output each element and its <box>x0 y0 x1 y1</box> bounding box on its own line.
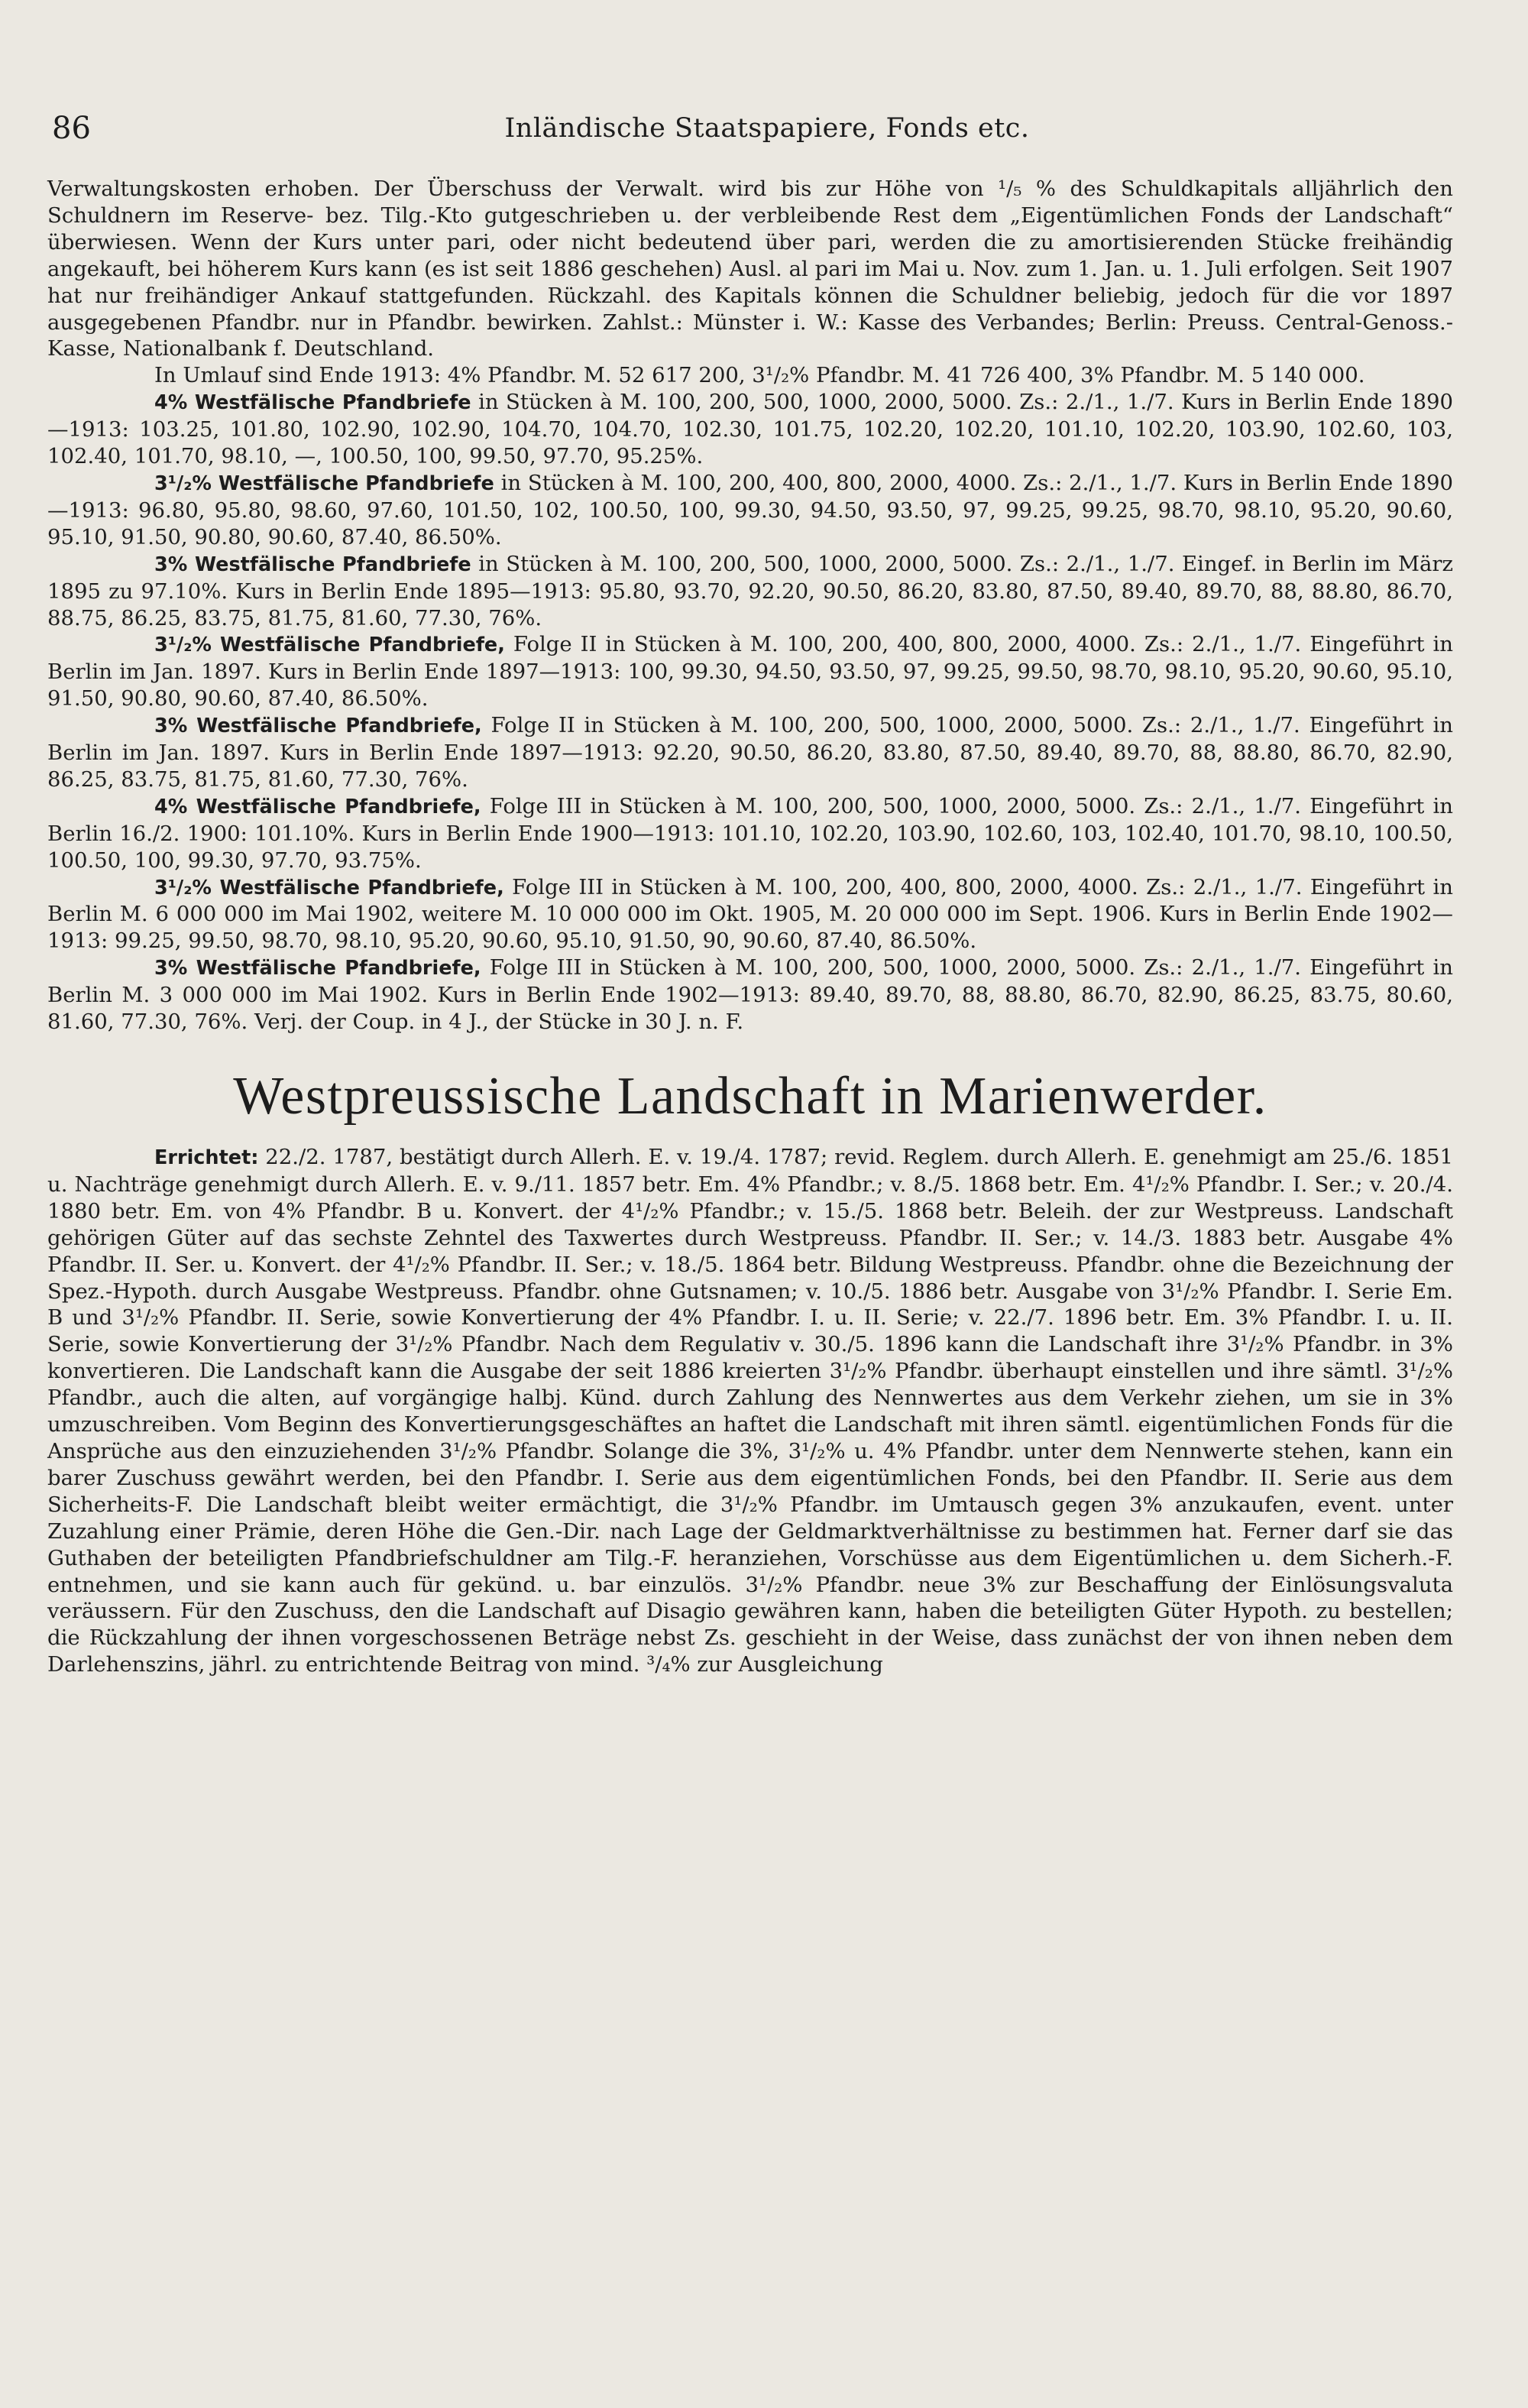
entry-3pct-pfandbriefe <box>47 551 1453 632</box>
page-number: 86 <box>52 111 91 146</box>
paragraph-text: 22./2. 1787, bestätigt durch Allerh. E. v. 19./4. 1787; revid. Reglem. durch Allerh. E. genehmigt am 25./6. 1851 u. Nachträge genehmigt durch Allerh. E. v. 9./11. 1857 betr. Em. 4% Pfandbr.; v. 8./5. 1868 betr. Em. 4¹/₂% Pfandbr. I. Ser.; v. 20./4. 1880 betr. Em. von 4% Pfandbr. B u. Konvert. der 4¹/₂% Pfandbr.; v. 15./5. 1868 betr. Beleih. der zur Westpreuss. Landschaft gehörigen Güter auf das sechste Zehntel des Taxwertes durch Westpreuss. Pfandbr. II. Ser.; v. 14./3. 1883 betr. Ausgabe 4% Pfandbr. II. Ser. u. Konvert. der 4¹/₂% Pfandbr. II. Ser.; v. 18./5. 1864 betr. Bildung Westpreuss. Pfandbr. ohne die Bezeichnung der Spez.-Hypoth. durch Ausgabe Westpreuss. Pfandbr. ohne Gutsnamen; v. 10./5. 1886 betr. Ausgabe von 3¹/₂% Pfandbr. I. Serie Em. B und 3¹/₂% Pfandbr. II. Serie, sowie Konvertierung der 4% Pfandbr. I. u. II. Serie; v. 22./7. 1896 betr. Em. 3% Pfandbr. I. u. II. Serie, sowie Konvertierung der 3¹/₂% Pfandbr. Nach dem Regulativ v. 30./5. 1896 kann die Landschaft ihre 3¹/₂% Pfandbr. in 3% konvertieren. Die Landschaft kann die Ausgabe der seit 1886 kreierten 3¹/₂% Pfandbr. überhaupt einstellen und ihre sämtl. 3¹/₂% Pfandbr., auch die alten, auf vorgängige halbj. Künd. durch Zahlung des Nennwertes aus dem Verkehr ziehen, um sie in 3% umzuschreiben. Vom Beginn des Konvertierungsgeschäftes an haftet die Landschaft mit ihren sämtl. eigentümlichen Fonds für die Ansprüche aus den einzuziehenden 3¹/₂% Pfandbr. Solange die 3%, 3¹/₂% u. 4% Pfandbr. unter dem Nennwerte stehen, kann ein barer Zuschuss gewährt werden, bei den Pfandbr. I. Serie aus dem eigentümlichen Fonds, bei den Pfandbr. II. Serie aus dem Sicherheits-F. Die Landschaft bleibt weiter ermächtigt, die 3¹/₂% Pfandbr. im Umtausch gegen 3% anzukaufen, event. unter Zuzahlung einer Prämie, deren Höhe die Gen.-Dir. nach Lage der Geldmarktverhältnisse zu bestimmen hat. Ferner darf sie das Guthaben der beteiligten Pfandbriefschuldner am Tilg.-F. heranziehen, Vorschüsse aus dem Eigentümlichen u. dem Sicherh.-F. entnehmen, und sie kann auch für gekünd. u. bar einzulös. 3¹/₂% Pfandbr. neue 3% zur Beschaffung der Einlösungsvaluta veräussern. Für den Zuschuss, den die Landschaft auf Disagio gewähren kann, haben die beteiligten Güter Hypoth. zu bestellen; die Rückzahlung der ihnen vorgeschossenen Beträge nebst Zs. geschieht in der Weise, dass zunächst der von ihnen neben dem Darlehenszins, jährl. zu entrichtende Beitrag von mind. ³/₄% zur Ausgleichung <box>47 1145 1453 1677</box>
page-body <box>47 176 1453 1678</box>
entry-text: in Stücken à M. 100, 200, 400, 800, 2000, 4000. Zs.: 2./1., 1./7. Kurs in Berlin Ende 1890—1913: 96.80, 95.80, 98.60, 97.60, 101.50, 102, 100.50, 100, 99.30, 94.50, 93.50, 97, 99.25, 99.25, 98.70, 98.10, 95.20, 90.60, 95.10, 91.50, 90.80, 90.60, 87.40, 86.50%. <box>47 470 1453 549</box>
entry-3-5pct-pfandbriefe <box>47 470 1453 551</box>
entry-3pct-folge-2 <box>47 712 1453 793</box>
paragraph-errichtet <box>47 1144 1453 1678</box>
section-heading: Westpreussische Landschaft in Marienwerder. <box>233 1067 1267 1126</box>
entry-title: 3% Westfälische Pfandbriefe, <box>154 957 481 980</box>
entry-text: in Stücken à M. 100, 200, 500, 1000, 2000, 5000. Zs.: 2./1., 1./7. Kurs in Berlin Ende 1890—1913: 103.25, 101.80, 102.90, 102.90, 104.70, 104.70, 102.30, 101.75, 102.20, 102.20, 101.10, 102.20, 103.90, 102.60, 103, 102.40, 101.70, 98.10, —, 100.50, 100, 99.50, 97.70, 95.25%. <box>47 390 1453 469</box>
entry-text: Folge III in Stücken à M. 100, 200, 500, 1000, 2000, 5000. Zs.: 2./1., 1./7. Eingeführt in Berlin M. 3 000 000 im Mai 1902. Kurs in Berlin Ende 1902—1913: 89.40, 89.70, 88, 88.80, 86.70, 82.90, 86.25, 83.75, 80.60, 81.60, 77.30, 76%. Verj. der Coup. in 4 J., der Stücke in 30 J. n. F. <box>47 955 1453 1035</box>
paragraph-umlauf: In Umlauf sind Ende 1913: 4% Pfandbr. M. 52 617 200, 3¹/₂% Pfandbr. M. 41 726 400, 3% Pfandbr. M. 5 140 000. <box>154 363 1365 388</box>
entry-title: 3¹/₂% Westfälische Pfandbriefe, <box>154 876 504 899</box>
entry-title: 4% Westfälische Pfandbriefe, <box>154 795 481 818</box>
entry-3-5pct-folge-2 <box>47 631 1453 712</box>
paragraph-verwaltungskosten: Verwaltungskosten erhoben. Der Überschuss der Verwalt. wird bis zur Höhe von ¹/₅ % des Schuldkapitals alljährlich den Schuldnern im Reserve- bez. Tilg.-Kto gutgeschrieben u. der verbleibende Rest dem „Eigentümlichen Fonds der Landschaft“ überwiesen. Wenn der Kurs unter pari, oder nicht bedeutend über pari, werden die zu amortisierenden Stücke freihändig angekauft, bei höherem Kurs kann (es ist seit 1886 geschehen) Ausl. al pari im Mai u. Nov. zum 1. Jan. u. 1. Juli erfolgen. Seit 1907 hat nur freihändiger Ankauf stattgefunden. Rückzahl. des Kapitals können die Schuldner beliebig, jedoch für die vor 1897 ausgegebenen Pfandbr. nur in Pfandbr. bewirken. Zahlst.: Münster i. W.: Kasse des Verbandes; Berlin: Preuss. Central-Genoss.-Kasse, Nationalbank f. Deutschland. <box>47 177 1453 361</box>
entry-text: Folge III in Stücken à M. 100, 200, 500, 1000, 2000, 5000. Zs.: 2./1., 1./7. Eingeführt in Berlin 16./2. 1900: 101.10%. Kurs in Berlin Ende 1900—1913: 101.10, 102.20, 103.90, 102.60, 103, 102.40, 101.70, 98.10, 100.50, 100.50, 100, 99.30, 97.70, 93.75%. <box>47 793 1453 873</box>
entry-text: Folge II in Stücken à M. 100, 200, 400, 800, 2000, 4000. Zs.: 2./1., 1./7. Eingeführt in Berlin im Jan. 1897. Kurs in Berlin Ende 1897—1913: 100, 99.30, 94.50, 93.50, 97, 99.25, 99.50, 98.70, 98.10, 95.20, 90.60, 95.10, 91.50, 90.80, 90.60, 87.40, 86.50%. <box>47 632 1453 711</box>
entry-4pct-folge-3 <box>47 793 1453 874</box>
entry-text: Folge II in Stücken à M. 100, 200, 500, 1000, 2000, 5000. Zs.: 2./1., 1./7. Eingeführt in Berlin im Jan. 1897. Kurs in Berlin Ende 1897—1913: 92.20, 90.50, 86.20, 83.80, 87.50, 89.40, 89.70, 88, 88.80, 86.70, 82.90, 86.25, 83.75, 81.75, 81.60, 77.30, 76%. <box>47 713 1453 792</box>
paragraph-label: Errichtet: <box>154 1146 259 1169</box>
entry-title: 3¹/₂% Westfälische Pfandbriefe <box>154 472 494 495</box>
entry-text: Folge III in Stücken à M. 100, 200, 400, 800, 2000, 4000. Zs.: 2./1., 1./7. Eingeführt in Berlin M. 6 000 000 im Mai 1902, weitere M. 10 000 000 im Okt. 1905, M. 20 000 000 im Sept. 1906. Kurs in Berlin Ende 1902—1913: 99.25, 99.50, 98.70, 98.10, 95.20, 90.60, 95.10, 91.50, 90, 90.60, 87.40, 86.50%. <box>47 874 1453 954</box>
running-head: Inländische Staatspapiere, Fonds etc. <box>504 113 1030 144</box>
entry-title: 3% Westfälische Pfandbriefe, <box>154 715 482 738</box>
entry-4pct-pfandbriefe <box>47 389 1453 470</box>
entry-title: 3¹/₂% Westfälische Pfandbriefe, <box>154 634 505 657</box>
entry-title: 3% Westfälische Pfandbriefe <box>154 553 471 576</box>
entry-3pct-folge-3 <box>47 954 1453 1035</box>
entry-3-5pct-folge-3 <box>47 874 1453 955</box>
entry-text: in Stücken à M. 100, 200, 500, 1000, 2000, 5000. Zs.: 2./1., 1./7. Eingef. in Berlin im März 1895 zu 97.10%. Kurs in Berlin Ende 1895—1913: 95.80, 93.70, 92.20, 90.50, 86.20, 83.80, 87.50, 89.40, 89.70, 88, 88.80, 86.70, 88.75, 86.25, 83.75, 81.75, 81.60, 77.30, 76%. <box>47 551 1454 630</box>
page-header <box>52 105 1482 151</box>
entry-title: 4% Westfälische Pfandbriefe <box>154 391 471 415</box>
